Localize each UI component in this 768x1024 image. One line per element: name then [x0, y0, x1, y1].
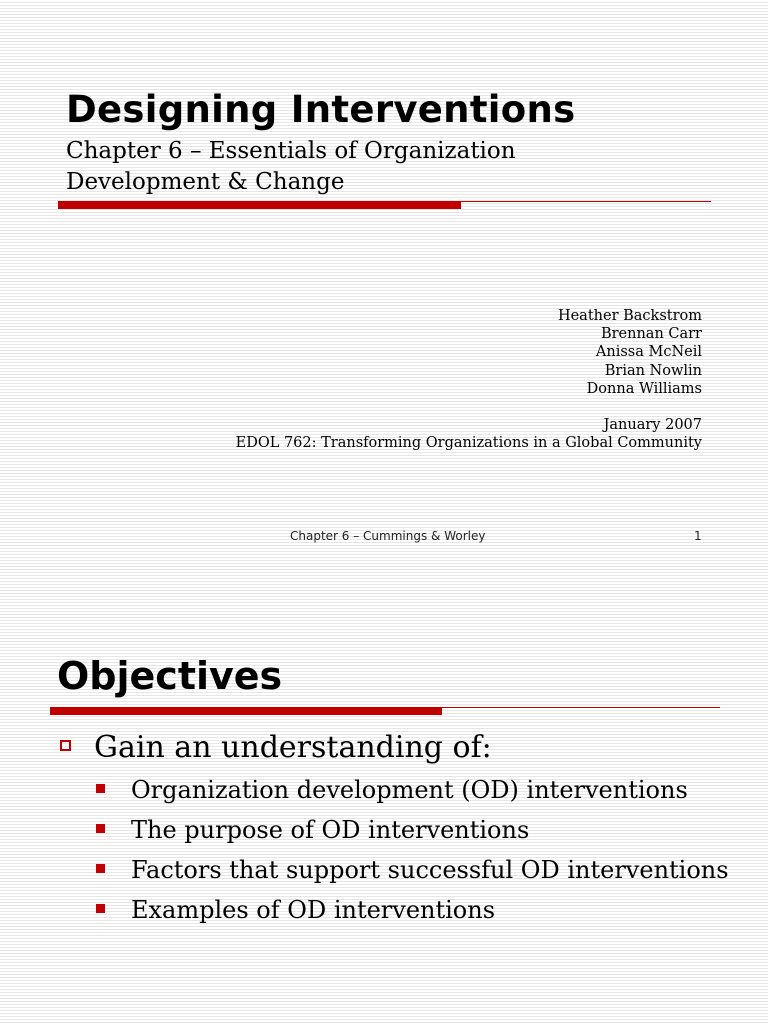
underline-thick	[58, 201, 461, 209]
slide-title: Designing Interventions	[66, 88, 576, 131]
title-underline	[58, 201, 711, 209]
author-block	[236, 307, 702, 452]
sub-bullet-list	[96, 774, 756, 934]
sub-bullet-text: Organization development (OD) interventions	[131, 776, 688, 804]
author-name: Brian Nowlin	[604, 362, 702, 379]
author-name: Donna Williams	[586, 380, 702, 397]
subtitle-line: Development & Change	[66, 169, 345, 195]
underline-thick	[50, 707, 442, 715]
sub-bullet-item	[96, 894, 756, 927]
page-number: 1	[694, 529, 702, 543]
subtitle-line: Chapter 6 – Essentials of Organization	[66, 138, 516, 164]
author-name: Heather Backstrom	[557, 308, 702, 324]
hollow-square-bullet-icon	[60, 740, 71, 751]
author-name: Brennan Carr	[600, 326, 702, 343]
bullet-text: Gain an understanding of:	[94, 730, 492, 765]
sub-bullet-text: Factors that support successful OD interventions	[131, 856, 729, 884]
slide-title: Objectives	[57, 654, 283, 698]
sub-bullet-item	[96, 854, 756, 887]
sub-bullet-text: Examples of OD interventions	[131, 896, 496, 924]
filled-square-bullet-icon	[96, 824, 105, 833]
slide-subtitle	[66, 136, 626, 198]
filled-square-bullet-icon	[96, 864, 105, 873]
underline-thin	[461, 201, 711, 202]
title-underline	[50, 707, 720, 715]
underline-thin	[442, 707, 720, 708]
presentation-date: January 2007	[603, 417, 702, 434]
spacer	[236, 398, 702, 416]
course-name: EDOL 762: Transforming Organizations in a Global Community	[235, 435, 702, 452]
slide-footer: Chapter 6 – Cummings & Worley	[290, 529, 486, 543]
filled-square-bullet-icon	[96, 904, 105, 913]
sub-bullet-item	[96, 814, 756, 847]
sub-bullet-text: The purpose of OD interventions	[131, 816, 530, 844]
filled-square-bullet-icon	[96, 784, 105, 793]
objectives-slide	[0, 560, 768, 1024]
sub-bullet-item	[96, 774, 756, 807]
author-name: Anissa McNeil	[595, 344, 702, 361]
